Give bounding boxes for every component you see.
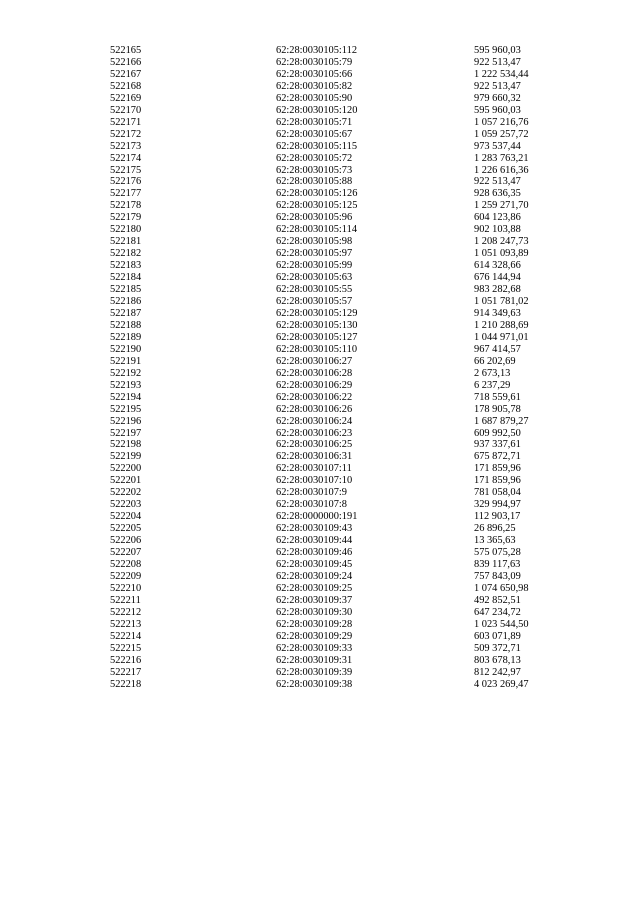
cadastral-number: 62:28:0030109:45: [276, 558, 353, 570]
table-row: [110, 416, 574, 428]
cadastral-value: 595 960,03: [474, 45, 521, 56]
cadastral-value: 171 859,96: [474, 463, 521, 475]
cadastral-value: 839 117,63: [474, 558, 521, 570]
cadastral-value: 1 210 288,69: [474, 319, 529, 331]
cadastral-value: 4 023 269,47: [474, 678, 529, 690]
cadastral-value: 973 537,44: [474, 140, 521, 152]
row-number: 522175: [110, 164, 142, 176]
cadastral-value: 812 242,97: [474, 666, 521, 678]
row-number: 522174: [110, 152, 142, 164]
table-row: [110, 631, 574, 643]
table-row: [110, 141, 574, 153]
row-number: 522170: [110, 104, 142, 116]
cadastral-number: 62:28:0030105:125: [276, 200, 358, 212]
cadastral-value: 1 051 093,89: [474, 248, 529, 260]
cadastral-value: 922 513,47: [474, 80, 521, 92]
cadastral-value: 1 044 971,01: [474, 331, 529, 343]
row-number: 522198: [110, 439, 142, 451]
row-number: 522193: [110, 379, 142, 391]
cadastral-number: 62:28:0030109:38: [276, 678, 353, 690]
row-number: 522180: [110, 224, 142, 236]
row-number: 522178: [110, 200, 142, 212]
cadastral-number: 62:28:0030106:28: [276, 367, 353, 379]
table-row: [110, 583, 574, 595]
row-number: 522215: [110, 642, 142, 654]
cadastral-number: 62:28:0030109:43: [276, 523, 353, 535]
cadastral-number: 62:28:0030109:33: [276, 642, 353, 654]
table-row: [110, 380, 574, 392]
row-number: 522173: [110, 140, 142, 152]
cadastral-value-table: [110, 45, 574, 690]
cadastral-value: 1 074 650,98: [474, 582, 529, 594]
cadastral-value: 1 023 544,50: [474, 618, 529, 630]
table-body: [110, 45, 574, 690]
table-row: [110, 535, 574, 547]
table-row: [110, 404, 574, 416]
cadastral-value: 922 513,47: [474, 176, 521, 188]
cadastral-value: 902 103,88: [474, 224, 521, 236]
cadastral-value: 604 123,86: [474, 212, 521, 224]
table-row: [110, 69, 574, 81]
row-number: 522169: [110, 92, 142, 104]
row-number: 522177: [110, 188, 142, 200]
row-number: 522167: [110, 68, 142, 80]
cadastral-number: 62:28:0030106:29: [276, 379, 353, 391]
table-row: [110, 308, 574, 320]
row-number: 522195: [110, 403, 142, 415]
row-number: 522218: [110, 678, 142, 690]
table-row: [110, 105, 574, 117]
cadastral-value: 922 513,47: [474, 56, 521, 68]
cadastral-number: 62:28:0030105:57: [276, 296, 353, 308]
cadastral-value: 609 992,50: [474, 427, 521, 439]
cadastral-number: 62:28:0030109:25: [276, 582, 353, 594]
cadastral-number: 62:28:0030105:110: [276, 343, 358, 355]
table-row: [110, 475, 574, 487]
table-row: [110, 571, 574, 583]
table-row: [110, 439, 574, 451]
row-number: 522216: [110, 654, 142, 666]
cadastral-number: 62:28:0030105:88: [276, 176, 353, 188]
cadastral-number: 62:28:0030105:63: [276, 272, 353, 284]
cadastral-number: 62:28:0030109:44: [276, 535, 353, 547]
cadastral-value: 26 896,25: [474, 523, 516, 535]
table-row: [110, 296, 574, 308]
cadastral-number: 62:28:0030109:29: [276, 630, 353, 642]
table-row: [110, 679, 574, 691]
cadastral-number: 62:28:0030109:39: [276, 666, 353, 678]
cadastral-number: 62:28:0030106:26: [276, 403, 353, 415]
row-number: 522206: [110, 535, 142, 547]
cadastral-number: 62:28:0030105:90: [276, 92, 353, 104]
row-number: 522186: [110, 296, 142, 308]
cadastral-number: 62:28:0030107:11: [276, 463, 352, 475]
cadastral-number: 62:28:0030105:97: [276, 248, 353, 260]
table-row: [110, 392, 574, 404]
cadastral-value: 1 226 616,36: [474, 164, 529, 176]
row-number: 522190: [110, 343, 142, 355]
row-number: 522176: [110, 176, 142, 188]
cadastral-number: 62:28:0030109:31: [276, 654, 353, 666]
table-row: [110, 499, 574, 511]
table-row: [110, 356, 574, 368]
table-row: [110, 272, 574, 284]
table-row: [110, 93, 574, 105]
cadastral-value: 1 057 216,76: [474, 116, 529, 128]
cadastral-number: 62:28:0030105:55: [276, 284, 353, 296]
cadastral-number: 62:28:0030105:71: [276, 116, 353, 128]
cadastral-number: 62:28:0030105:73: [276, 164, 353, 176]
table-row: [110, 344, 574, 356]
cadastral-number: 62:28:0030105:120: [276, 104, 358, 116]
cadastral-value: 1 687 879,27: [474, 415, 529, 427]
cadastral-value: 1 208 247,73: [474, 236, 529, 248]
row-number: 522214: [110, 630, 142, 642]
cadastral-value: 6 237,29: [474, 379, 511, 391]
cadastral-number: 62:28:0030105:126: [276, 188, 358, 200]
row-number: 522166: [110, 56, 142, 68]
table-row: [110, 260, 574, 272]
cadastral-value: 66 202,69: [474, 355, 516, 367]
table-row: [110, 248, 574, 260]
cadastral-number: 62:28:0030109:28: [276, 618, 353, 630]
cadastral-number: 62:28:0030105:82: [276, 80, 353, 92]
cadastral-number: 62:28:0030106:31: [276, 451, 353, 463]
table-row: [110, 81, 574, 93]
cadastral-value: 614 328,66: [474, 260, 521, 272]
cadastral-number: 62:28:0030109:46: [276, 547, 353, 559]
cadastral-number: 62:28:0030105:67: [276, 128, 353, 140]
table-row: [110, 188, 574, 200]
table-row: [110, 607, 574, 619]
cadastral-number: 62:28:0030106:23: [276, 427, 353, 439]
table-row: [110, 224, 574, 236]
table-row: [110, 643, 574, 655]
row-number: 522217: [110, 666, 142, 678]
table-row: [110, 619, 574, 631]
cadastral-value: 603 071,89: [474, 630, 521, 642]
cadastral-value: 647 234,72: [474, 606, 521, 618]
row-number: 522179: [110, 212, 142, 224]
cadastral-number: 62:28:0030105:129: [276, 307, 358, 319]
cadastral-number: 62:28:0030107:8: [276, 499, 348, 511]
cadastral-number: 62:28:0030105:115: [276, 140, 358, 152]
cadastral-number: 62:28:0030105:130: [276, 319, 358, 331]
table-row: [110, 284, 574, 296]
cadastral-number: 62:28:0030105:98: [276, 236, 353, 248]
cadastral-value: 178 905,78: [474, 403, 521, 415]
table-row: [110, 368, 574, 380]
row-number: 522205: [110, 523, 142, 535]
cadastral-number: 62:28:0030105:114: [276, 224, 358, 236]
cadastral-number: 62:28:0030109:30: [276, 606, 353, 618]
row-number: 522204: [110, 511, 142, 523]
table-row: [110, 212, 574, 224]
cadastral-value: 675 872,71: [474, 451, 521, 463]
cadastral-number: 62:28:0000000:191: [276, 511, 358, 523]
cadastral-value: 937 337,61: [474, 439, 521, 451]
row-number: 522201: [110, 475, 142, 487]
row-number: 522213: [110, 618, 142, 630]
cadastral-number: 62:28:0030106:25: [276, 439, 353, 451]
cadastral-value: 509 372,71: [474, 642, 521, 654]
row-number: 522185: [110, 284, 142, 296]
cadastral-number: 62:28:0030105:99: [276, 260, 353, 272]
table-row: [110, 45, 574, 57]
row-number: 522183: [110, 260, 142, 272]
cadastral-number: 62:28:0030105:96: [276, 212, 353, 224]
table-row: [110, 176, 574, 188]
row-number: 522208: [110, 558, 142, 570]
cadastral-value: 575 075,28: [474, 547, 521, 559]
cadastral-value: 781 058,04: [474, 487, 521, 499]
cadastral-value: 676 144,94: [474, 272, 521, 284]
cadastral-value: 112 903,17: [474, 511, 521, 523]
cadastral-value: 757 843,09: [474, 570, 521, 582]
row-number: 522200: [110, 463, 142, 475]
row-number: 522194: [110, 391, 142, 403]
table-row: [110, 523, 574, 535]
cadastral-value: 1 283 763,21: [474, 152, 529, 164]
table-row: [110, 200, 574, 212]
cadastral-number: 62:28:0030106:27: [276, 355, 353, 367]
table-row: [110, 129, 574, 141]
cadastral-value: 914 349,63: [474, 307, 521, 319]
row-number: 522211: [110, 594, 141, 606]
row-number: 522202: [110, 487, 142, 499]
cadastral-number: 62:28:0030105:66: [276, 68, 353, 80]
table-row: [110, 511, 574, 523]
cadastral-number: 62:28:0030105:72: [276, 152, 353, 164]
row-number: 522192: [110, 367, 142, 379]
table-row: [110, 451, 574, 463]
cadastral-number: 62:28:0030109:24: [276, 570, 353, 582]
row-number: 522209: [110, 570, 142, 582]
cadastral-value: 1 059 257,72: [474, 128, 529, 140]
cadastral-value: 979 660,32: [474, 92, 521, 104]
cadastral-value: 492 852,51: [474, 594, 521, 606]
cadastral-value: 928 636,35: [474, 188, 521, 200]
cadastral-value: 1 051 781,02: [474, 296, 529, 308]
cadastral-number: 62:28:0030107:10: [276, 475, 353, 487]
cadastral-value: 171 859,96: [474, 475, 521, 487]
cadastral-number: 62:28:0030109:37: [276, 594, 353, 606]
cadastral-number: 62:28:0030107:9: [276, 487, 348, 499]
cadastral-value: 13 365,63: [474, 535, 516, 547]
table-row: [110, 463, 574, 475]
cadastral-number: 62:28:0030105:127: [276, 331, 358, 343]
row-number: 522168: [110, 80, 142, 92]
table-row: [110, 236, 574, 248]
cadastral-value: 718 559,61: [474, 391, 521, 403]
cadastral-value: 803 678,13: [474, 654, 521, 666]
row-number: 522172: [110, 128, 142, 140]
cadastral-value: 2 673,13: [474, 367, 511, 379]
cadastral-value: 1 259 271,70: [474, 200, 529, 212]
row-number: 522207: [110, 547, 142, 559]
row-number: 522182: [110, 248, 142, 260]
row-number: 522181: [110, 236, 142, 248]
cadastral-value: 967 414,57: [474, 343, 521, 355]
row-number: 522191: [110, 355, 142, 367]
table-row: [110, 153, 574, 165]
row-number: 522171: [110, 116, 142, 128]
table-row: [110, 559, 574, 571]
cadastral-number: 62:28:0030105:79: [276, 56, 353, 68]
cadastral-value: 329 994,97: [474, 499, 521, 511]
table-row: [110, 57, 574, 69]
cadastral-number: 62:28:0030106:22: [276, 391, 353, 403]
row-number: 522184: [110, 272, 142, 284]
row-number: 522187: [110, 307, 142, 319]
row-number: 522197: [110, 427, 142, 439]
table-row: [110, 547, 574, 559]
table-row: [110, 487, 574, 499]
table-row: [110, 667, 574, 679]
row-number: 522165: [110, 45, 142, 56]
table-row: [110, 332, 574, 344]
row-number: 522210: [110, 582, 142, 594]
row-number: 522188: [110, 319, 142, 331]
cadastral-number: 62:28:0030105:112: [276, 45, 358, 56]
table-row: [110, 320, 574, 332]
row-number: 522196: [110, 415, 142, 427]
cadastral-value: 1 222 534,44: [474, 68, 529, 80]
cadastral-value: 983 282,68: [474, 284, 521, 296]
cadastral-number: 62:28:0030106:24: [276, 415, 353, 427]
row-number: 522203: [110, 499, 142, 511]
table-row: [110, 428, 574, 440]
cadastral-value: 595 960,03: [474, 104, 521, 116]
row-number: 522199: [110, 451, 142, 463]
row-number: 522189: [110, 331, 142, 343]
table-row: [110, 117, 574, 129]
row-number: 522212: [110, 606, 142, 618]
table-row: [110, 165, 574, 177]
table-row: [110, 655, 574, 667]
table-row: [110, 595, 574, 607]
